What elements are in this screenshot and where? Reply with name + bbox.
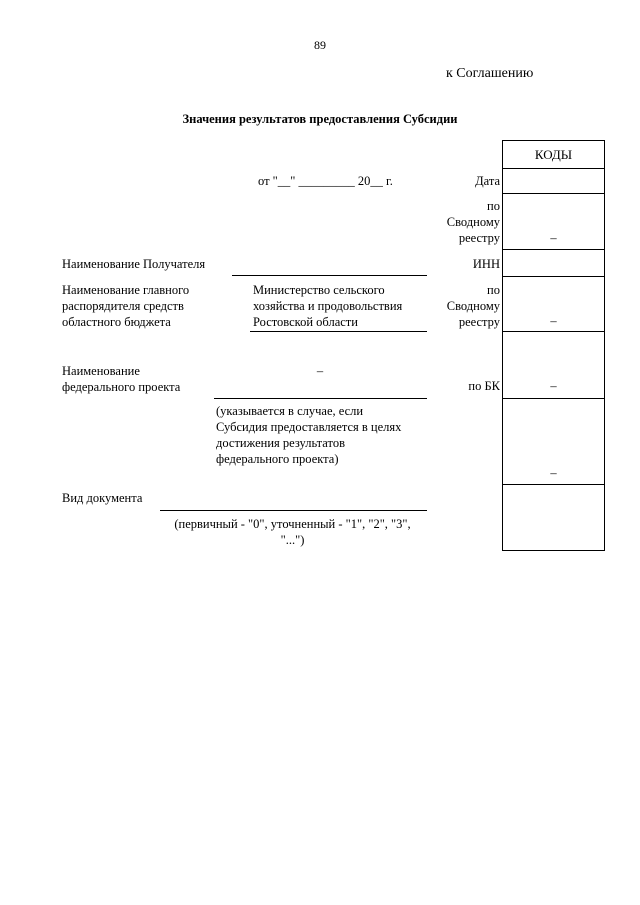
codes-divider xyxy=(503,193,604,194)
page-number: 89 xyxy=(314,38,326,52)
doc-type-note: (первичный - "0", уточненный - "1", "2", "3", "...") xyxy=(174,517,411,547)
bk-code-value: – xyxy=(550,379,557,393)
registry-code-label-2: по Сводному реестру xyxy=(446,283,500,329)
doc-type-underline xyxy=(160,510,427,511)
date-code-label: Дата xyxy=(475,174,500,188)
codes-divider xyxy=(503,249,604,250)
codes-divider xyxy=(503,168,604,169)
extra-code-value: – xyxy=(550,466,557,480)
document-title: Значения результатов предоставления Субсидии xyxy=(182,112,458,126)
recipient-label: Наименование Получателя xyxy=(62,257,206,271)
federal-project-value: – xyxy=(316,364,324,378)
manager-label: Наименование главного распорядителя средств областного бюджета xyxy=(62,283,190,329)
codes-header: КОДЫ xyxy=(534,147,573,162)
doc-type-label: Вид документа xyxy=(62,491,143,505)
inn-code-label: ИНН xyxy=(472,257,500,271)
codes-table xyxy=(502,140,605,551)
federal-project-label: Наименование федерального проекта xyxy=(62,364,181,394)
date-line: от "__" _________ 20__ г. xyxy=(258,174,393,188)
codes-divider xyxy=(503,331,604,332)
recipient-underline xyxy=(232,275,427,276)
bk-code-label: по БК xyxy=(468,379,500,393)
manager-value: Министерство сельского хозяйства и продовольствия Ростовской области xyxy=(253,283,403,329)
registry-code-label-1: по Сводному реестру xyxy=(446,199,500,245)
codes-divider xyxy=(503,276,604,277)
to-agreement-label: к Соглашению xyxy=(446,66,534,81)
codes-divider xyxy=(503,484,604,485)
manager-underline xyxy=(250,331,427,332)
codes-divider xyxy=(503,398,604,399)
registry-code-value-2: – xyxy=(550,314,557,328)
federal-project-note: (указывается в случае, если Субсидия предоставляется в целях достижения результатов федерального проекта) xyxy=(216,404,402,466)
registry-code-value-1: – xyxy=(550,231,557,245)
federal-project-underline xyxy=(214,398,427,399)
